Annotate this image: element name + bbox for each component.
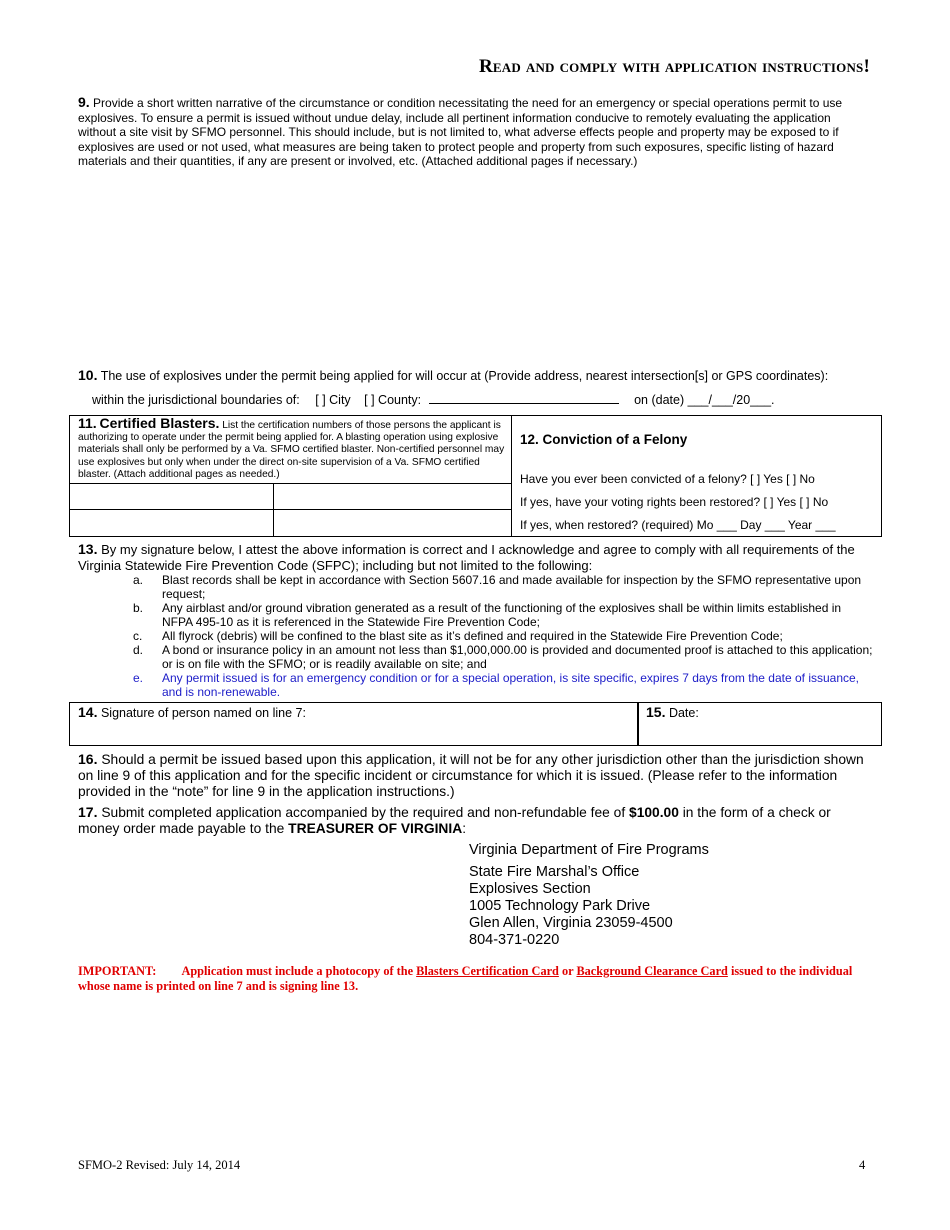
date-field[interactable]: on (date) ___/___/20___. (634, 393, 775, 407)
important-label: IMPORTANT: (78, 964, 157, 978)
page-number: 4 (859, 1158, 866, 1172)
background-clearance-card-link: Background Clearance Card (576, 964, 728, 978)
section-10-number: 10. (78, 367, 98, 383)
date-label: 15. Date: (646, 704, 699, 720)
blaster-cert-field-3[interactable] (70, 510, 272, 535)
page-title: Read and comply with application instructions! (478, 56, 870, 77)
restored-date-question[interactable]: If yes, when restored? (required) Mo ___ Day ___ Year ___ (520, 518, 836, 532)
blaster-cert-field-2[interactable] (274, 484, 510, 508)
payee: TREASURER OF VIRGINIA (288, 821, 463, 836)
box-divider (511, 415, 512, 536)
section-16-number: 16. (78, 751, 98, 767)
address-department: Virginia Department of Fire Programs (469, 842, 709, 858)
address-line: 1005 Technology Park Drive (469, 898, 651, 914)
section-9-number: 9. (78, 94, 90, 110)
section-11-number: 11. (78, 415, 97, 431)
section-13 (78, 542, 878, 573)
fee-amount: $100.00 (629, 805, 679, 820)
felony-question[interactable]: Have you ever been convicted of a felony? [ ] Yes [ ] No (520, 472, 815, 486)
footer-revision: SFMO-2 Revised: July 14, 2014 (78, 1158, 241, 1172)
signature-date-field[interactable] (640, 722, 878, 743)
list-item: a. Blast records shall be kept in accordance with Section 5607.16 and made available for inspection by the SFMO representative upon request; (133, 573, 862, 601)
county-field[interactable] (429, 391, 619, 404)
section-13-number: 13. (78, 541, 98, 557)
signature-label: 14. Signature of person named on line 7: (78, 704, 306, 720)
voting-rights-question[interactable]: If yes, have your voting rights been restored? [ ] Yes [ ] No (520, 495, 829, 509)
section-12-heading: 12. Conviction of a Felony (520, 432, 688, 447)
signature-field[interactable] (70, 722, 635, 743)
list-item: b. Any airblast and/or ground vibration generated as a result of the functioning of the explosives shall be within limits established in NFPA 495-10 as it is referenced in the Statewide Fire Prevention Code; (133, 601, 842, 629)
section-10-line-2 (92, 391, 872, 407)
signature-date-divider (637, 702, 639, 746)
section-10-text: The use of explosives under the permit being applied for will occur at (Provide address, nearest intersection[s] or GPS coordinates): (100, 369, 829, 383)
address-line: Explosives Section (469, 881, 591, 897)
section-11-text: List the certification numbers of those persons the applicant is authorizing to operate under the permit being applied for. A blasting operation using explosive materials shall only be performed by a Va. SFMO certified blaster. Non-certified personnel may use explosives but only when under the direct on-site supervision of a Va. SFMO certified blaster. (Attach additional pages as needed.) (78, 420, 505, 480)
section-16-text: Should a permit be issued based upon this application, it will not be for any other jurisdiction other than the jurisdiction shown on line 9 of this application and for the specific incident or circumstance for which it is issued. (Please refer to the information provided in the “note” for line 9 in the application instructions.) (78, 752, 864, 799)
blaster-cert-field-1[interactable] (70, 484, 272, 508)
important-notice: IMPORTANT: Application must include a photocopy of the Blasters Certification Card or Background Clearance Card issued to the individual whose name is printed on line 7 and is signing line 13. (78, 964, 853, 993)
address-line: 804-371-0220 (469, 932, 560, 948)
jurisdiction-prefix: within the jurisdictional boundaries of: (92, 393, 300, 407)
section-11 (78, 417, 508, 481)
address-line: Glen Allen, Virginia 23059-4500 (469, 915, 673, 931)
blaster-cert-field-4[interactable] (274, 510, 510, 535)
section-13-list (133, 573, 873, 699)
section-13-text: By my signature below, I attest the above information is correct and I acknowledge and agree to comply with all requirements of the Virginia Statewide Fire Prevention Code (SFPC); including but not limited to the following: (78, 542, 855, 573)
section-17: 17. Submit completed application accompanied by the required and non-refundable fee of $100.00 in the form of a check or money order made payable to the TREASURER OF VIRGINIA: (78, 804, 831, 836)
county-checkbox[interactable]: [ ] County: (364, 393, 422, 407)
list-item: d. A bond or insurance policy in an amount not less than $1,000,000.00 is provided and documented proof is attached to this application; or is on file with the SFMO; or is readily available on site; and (133, 643, 873, 671)
section-10 (78, 367, 878, 383)
list-item-highlighted: e. Any permit issued is for an emergency condition or for a special operation, is site specific, expires 7 days from the date of issuance, and is non-renewable. (133, 671, 860, 699)
blasters-certification-card-link: Blasters Certification Card (416, 964, 559, 978)
section-17-number: 17. (78, 804, 98, 820)
section-9-text: Provide a short written narrative of the circumstance or condition necessitating the need for an emergency or special operations permit to use explosives. To ensure a permit is issued without undue delay, include all pertinent information conducive to remotely evaluating the application without a site visit by SFMO personnel. This should include, but is not limited to, what adverse effects people and property may be exposed to if explosives are used or not used, what measures are being taken to protect people and property from such exposures, specific listing of hazard materials and their quantities, if any are present or involved, etc. (Attached additional pages if necessary.) (78, 96, 843, 168)
city-checkbox[interactable]: [ ] City (315, 393, 351, 407)
section-11-heading: Certified Blasters. (99, 415, 220, 431)
list-item: c. All flyrock (debris) will be confined to the blast site as it’s defined and required in the Statewide Fire Prevention Code; (133, 629, 783, 643)
section-16 (78, 751, 868, 800)
section-9 (78, 95, 868, 169)
address-line: State Fire Marshal’s Office (469, 864, 640, 880)
